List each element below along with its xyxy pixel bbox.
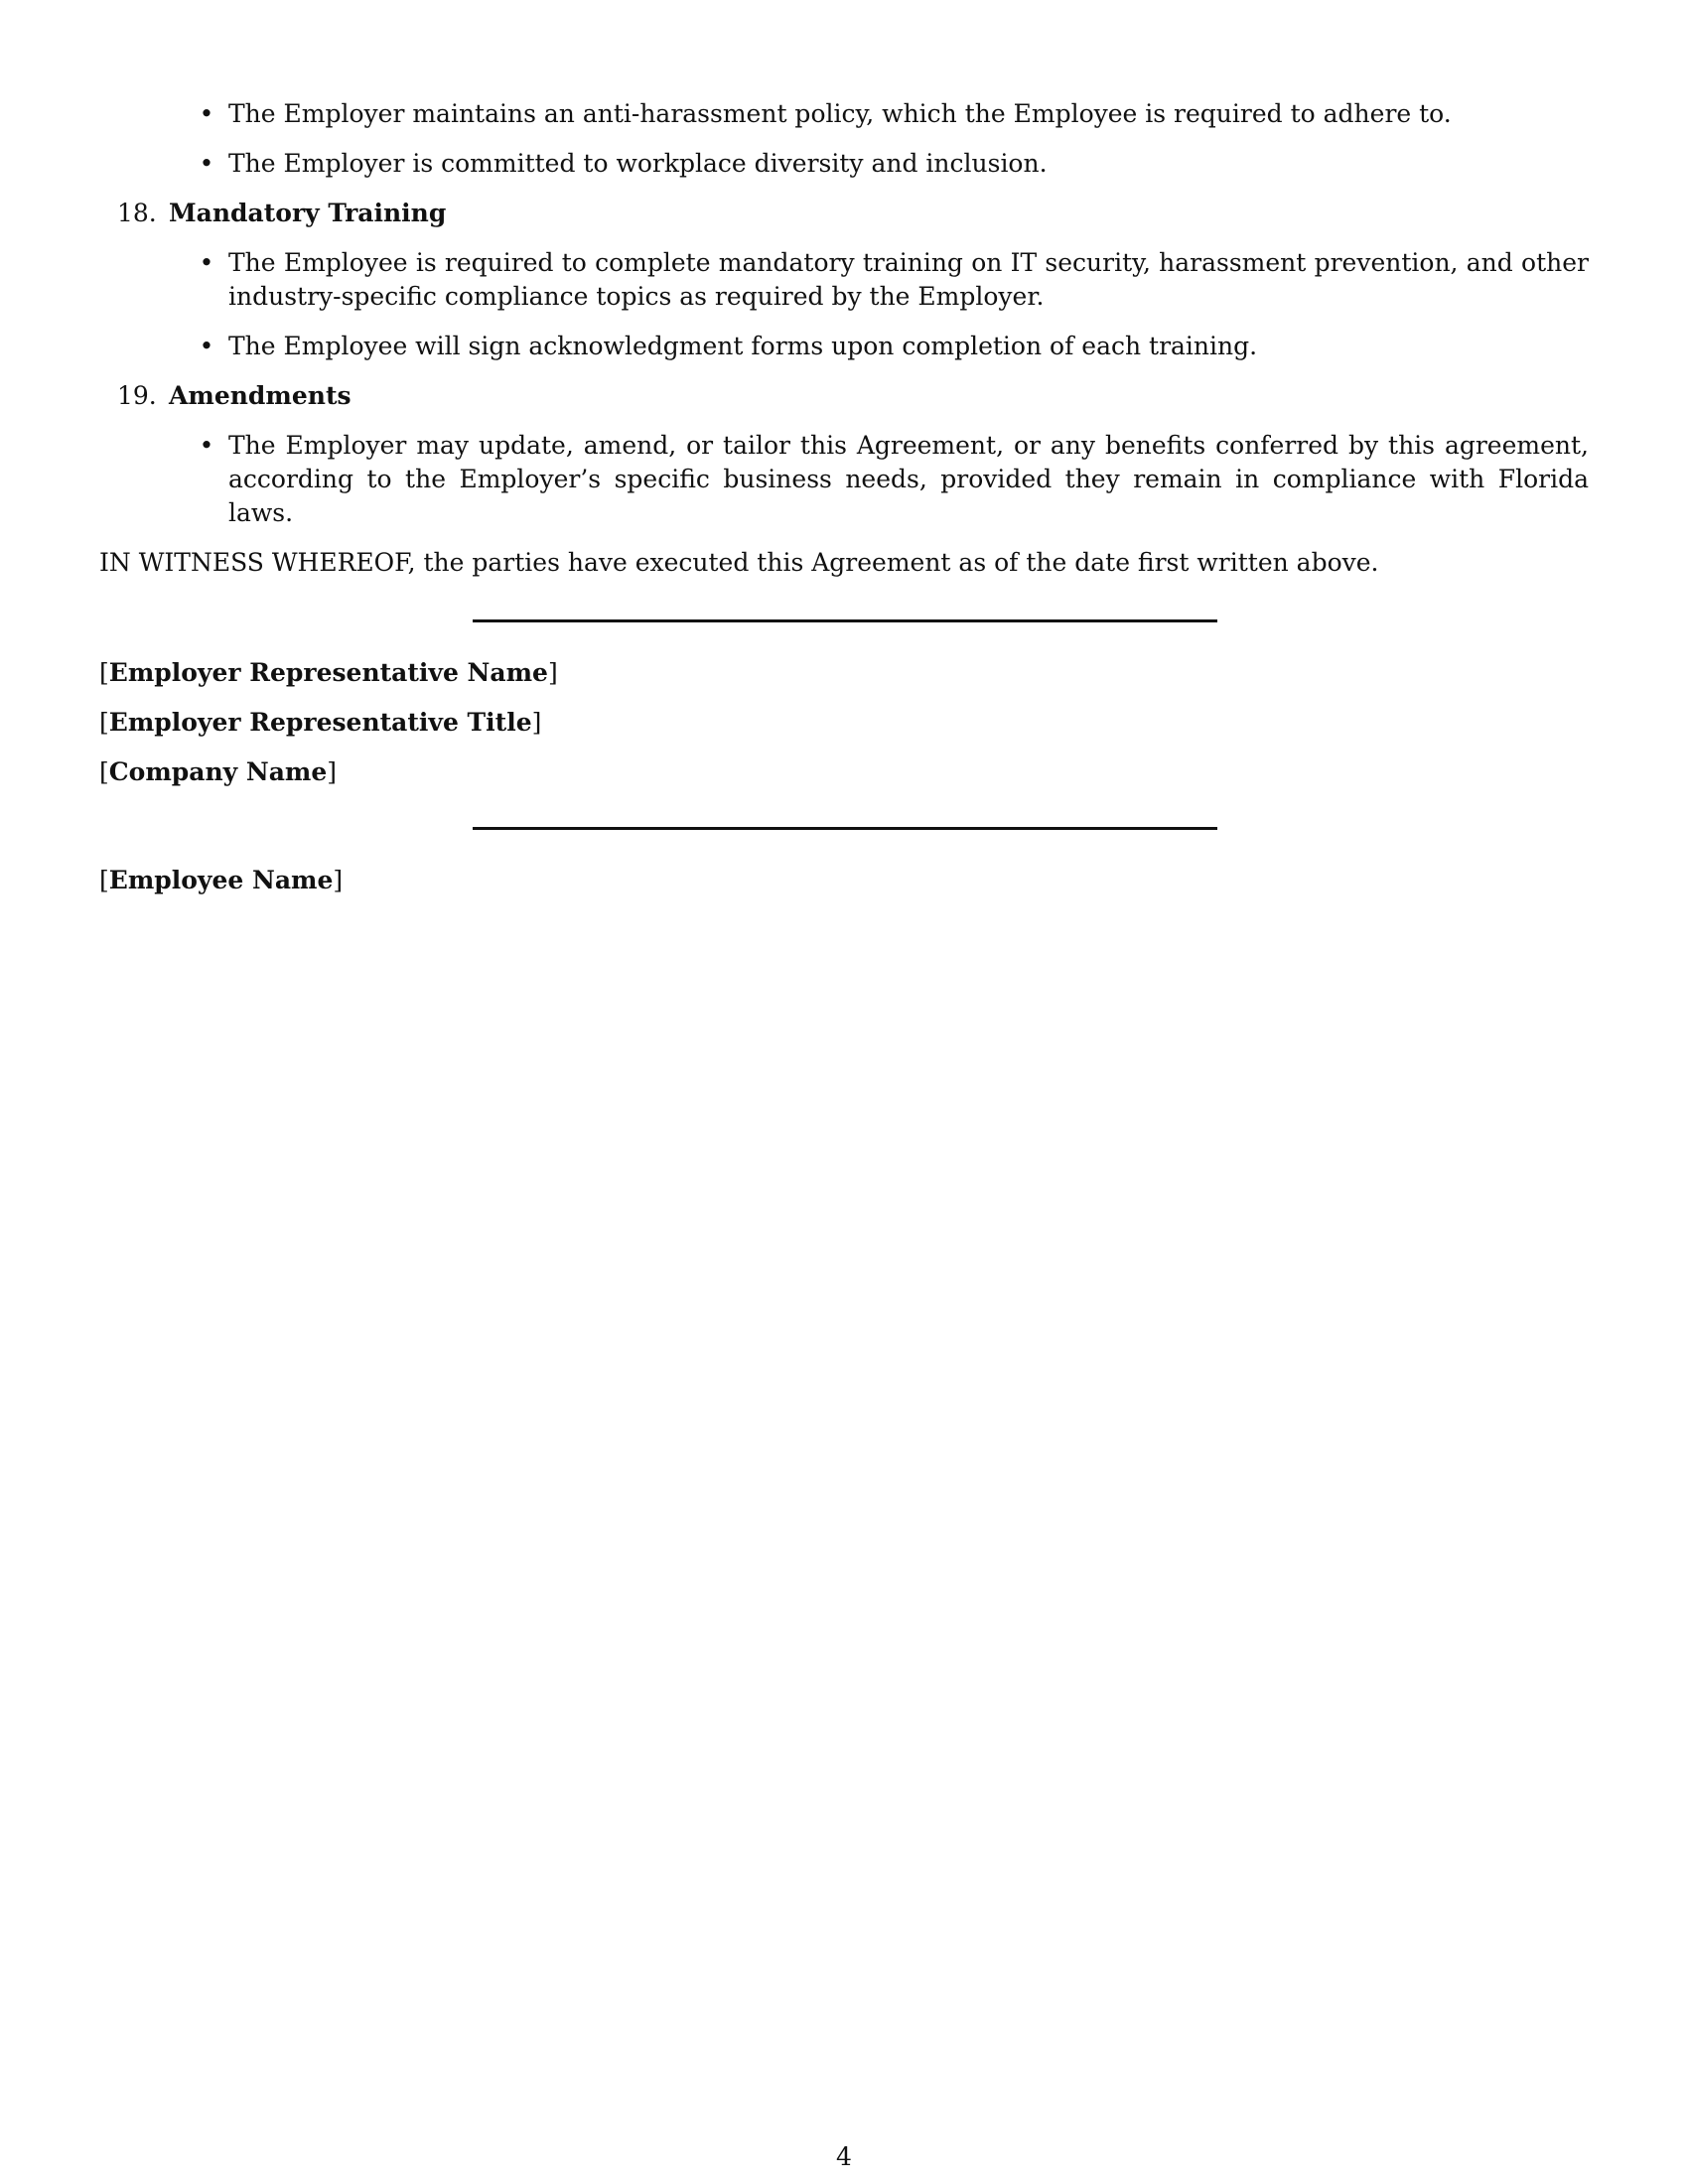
page-number: 4 <box>836 2142 852 2171</box>
bullet-icon: • <box>199 149 214 178</box>
employer-signature-block <box>99 619 1589 789</box>
list-item <box>99 246 1589 314</box>
section-18-heading <box>99 197 1589 230</box>
bullet-text: The Employee is required to complete mandatory training on IT security, harassment prevention, and other industry-specific compliance topics as required by the Employer. <box>228 248 1589 311</box>
bullet-text: The Employee will sign acknowledgment forms upon completion of each training. <box>228 332 1258 360</box>
section-18-bullets <box>99 246 1589 363</box>
employer-signature-line <box>473 619 1217 622</box>
employer-rep-title: [Employer Representative Title] <box>99 708 542 737</box>
employee-signature-line <box>473 827 1217 830</box>
list-item <box>99 429 1589 530</box>
section-19-heading <box>99 379 1589 413</box>
section-title: Mandatory Training <box>169 199 447 227</box>
employee-signature-block <box>99 827 1589 897</box>
employer-rep-name: [Employer Representative Name] <box>99 658 558 687</box>
bullet-text: The Employer maintains an anti-harassment policy, which the Employee is required to adhere to. <box>228 99 1452 128</box>
bullet-icon: • <box>199 431 214 460</box>
list-item <box>99 147 1589 181</box>
witness-statement: IN WITNESS WHEREOF, the parties have executed this Agreement as of the date first written above. <box>99 548 1379 577</box>
section-17-bullets <box>99 97 1589 181</box>
document-body <box>99 97 1589 913</box>
bullet-text: The Employer may update, amend, or tailor this Agreement, or any benefits conferred by this agreement, according to the Employer’s specific business needs, provided they remain in compliance with Florida laws. <box>228 431 1589 527</box>
section-number: 19. <box>117 381 157 410</box>
section-title: Amendments <box>169 381 352 410</box>
section-19-bullets <box>99 429 1589 530</box>
company-name: [Company Name] <box>99 757 338 786</box>
section-number: 18. <box>117 199 157 227</box>
bullet-text: The Employer is committed to workplace diversity and inclusion. <box>228 149 1048 178</box>
employee-name: [Employee Name] <box>99 866 344 894</box>
list-item <box>99 330 1589 363</box>
bullet-icon: • <box>199 332 214 360</box>
bullet-icon: • <box>199 99 214 128</box>
list-item <box>99 97 1589 131</box>
bullet-icon: • <box>199 248 214 277</box>
